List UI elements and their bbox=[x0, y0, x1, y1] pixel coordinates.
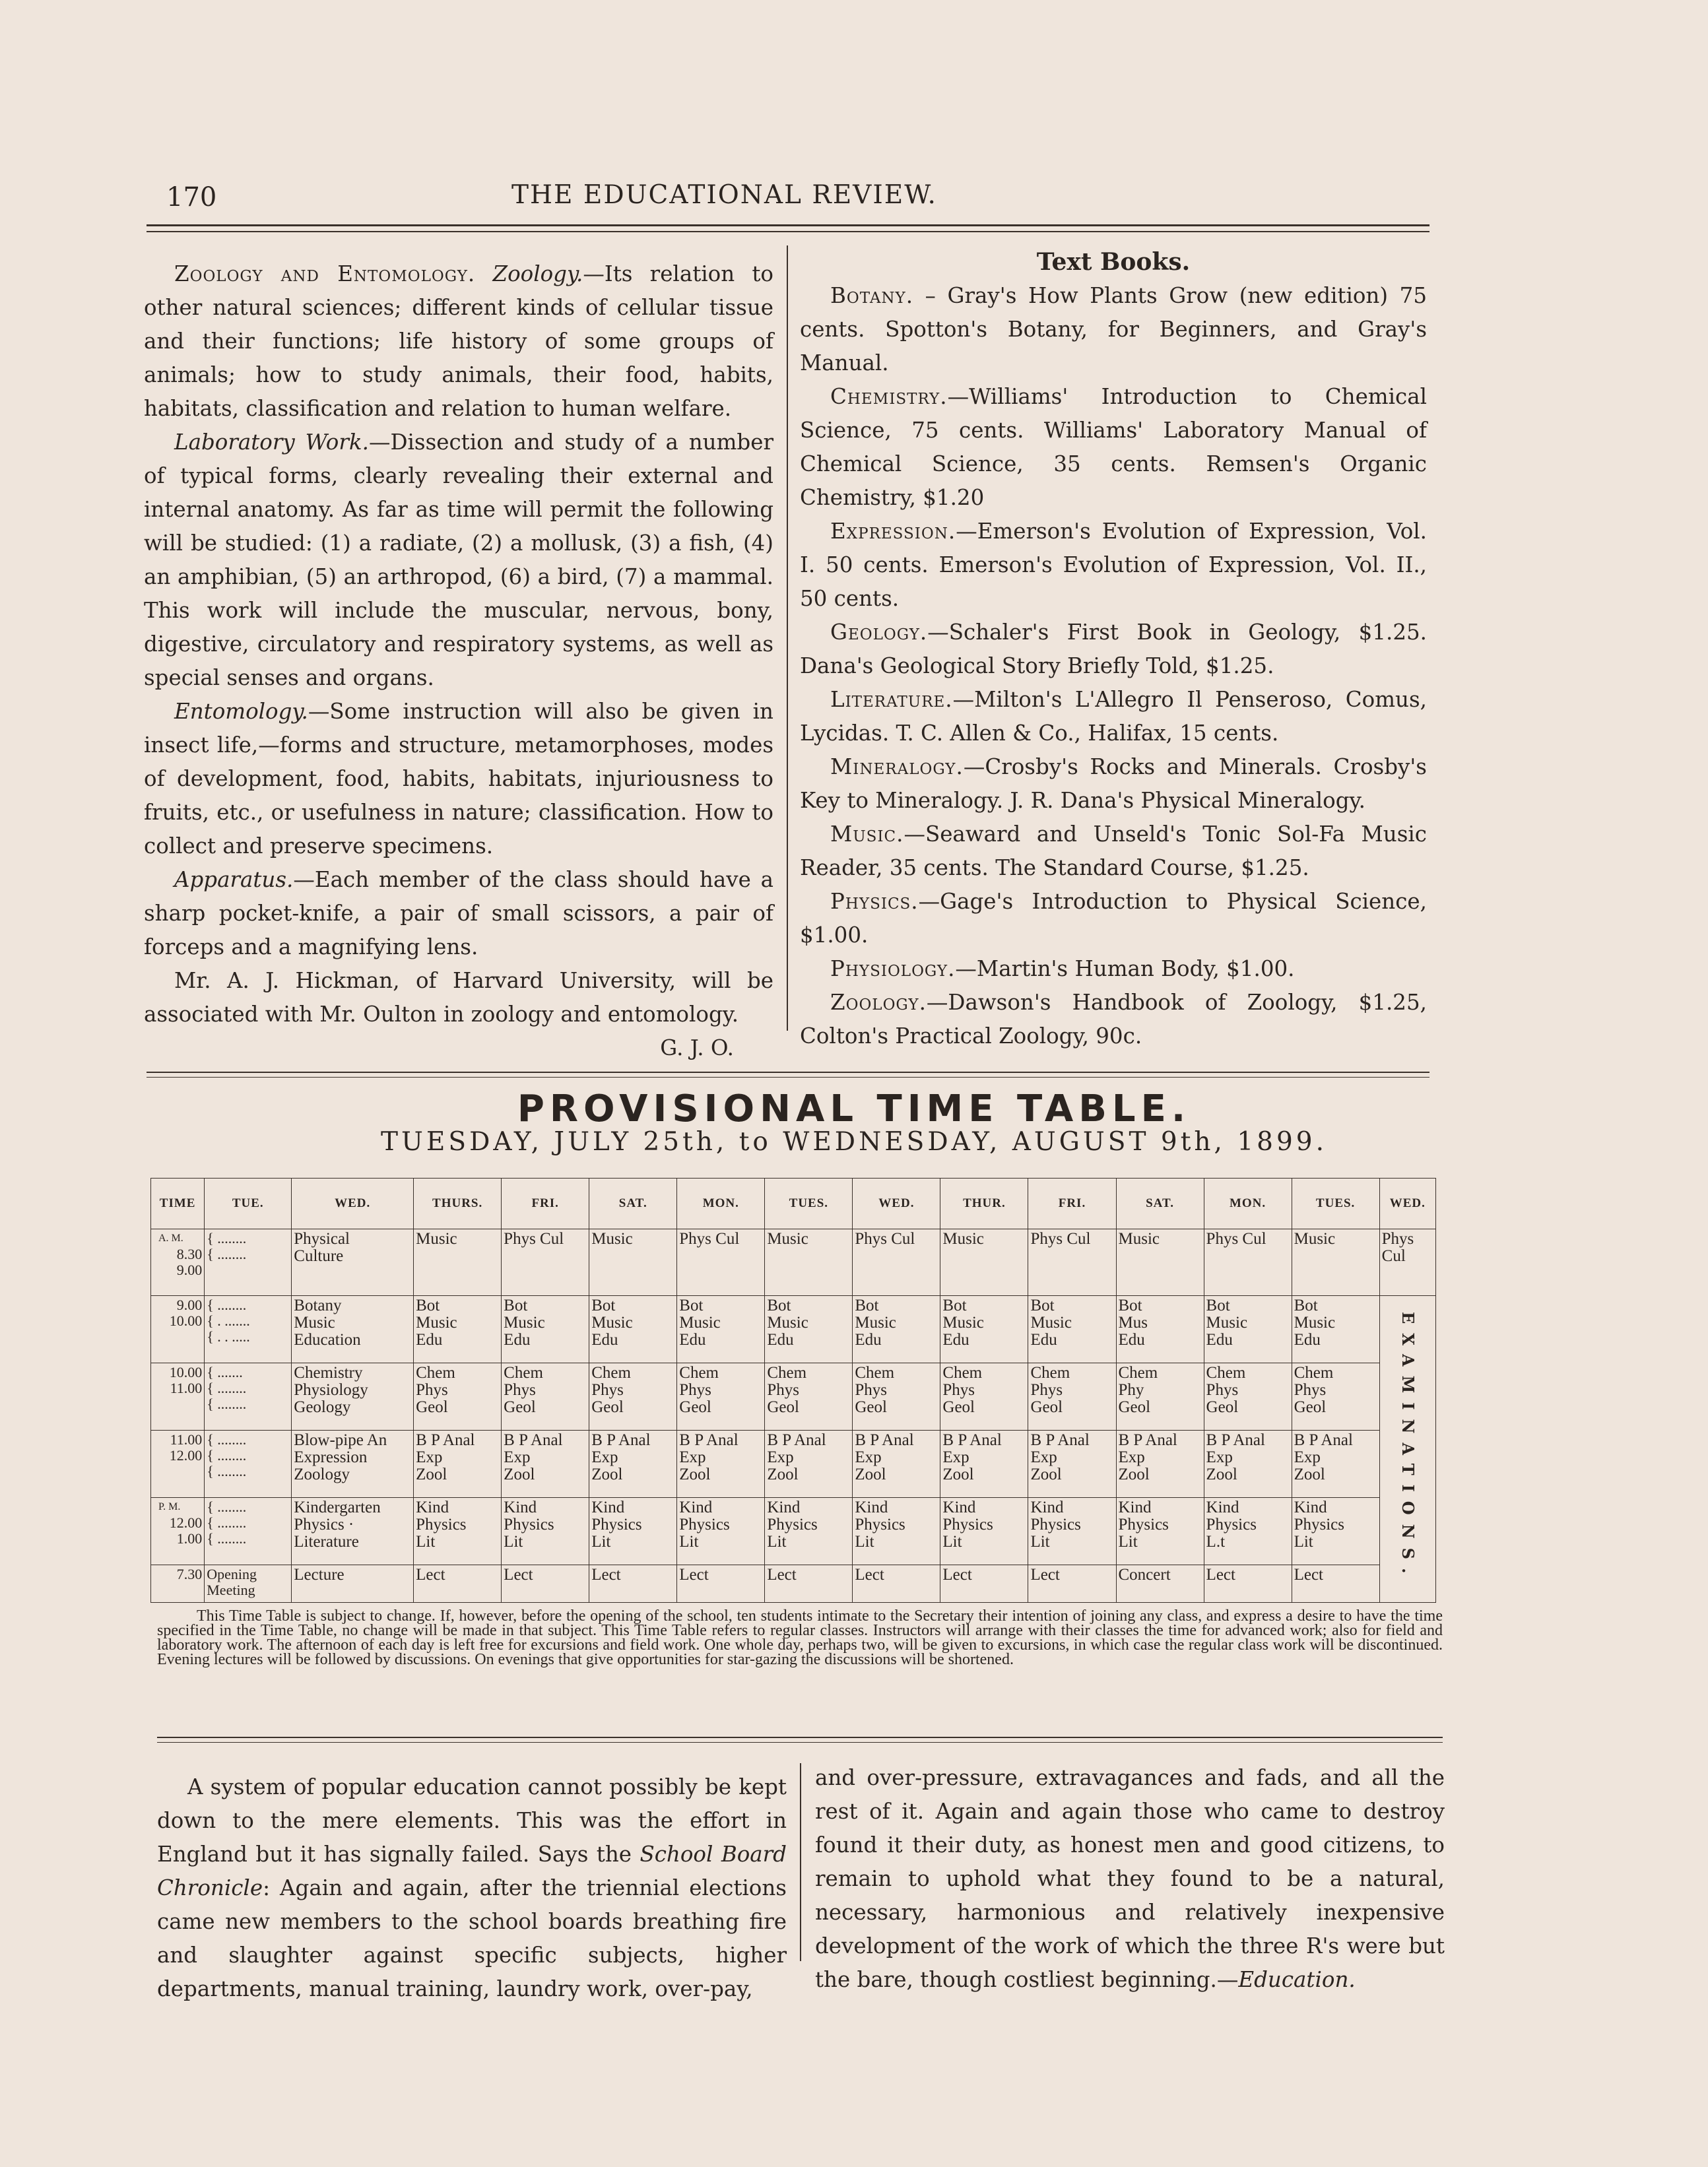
class-cell: Music bbox=[1116, 1229, 1204, 1296]
time-cell bbox=[151, 1363, 205, 1431]
timetable-row bbox=[151, 1431, 1436, 1498]
class-cell: B P Anal Exp Zool bbox=[414, 1431, 502, 1498]
timetable-body bbox=[151, 1229, 1436, 1603]
time-label: 11.00 12.00 bbox=[169, 1431, 203, 1464]
class-cell: Kind Physics L.t bbox=[1204, 1498, 1292, 1565]
textbook-text: —Martin's Human Body, $1.00. bbox=[955, 956, 1295, 981]
header-cell: FRI. bbox=[502, 1179, 589, 1229]
column-divider bbox=[787, 245, 788, 1031]
time-label: 12.00 1.00 bbox=[169, 1514, 203, 1547]
header-rule-thin bbox=[147, 231, 1429, 232]
timetable-row bbox=[151, 1363, 1436, 1431]
class-cell: B P Anal Exp Zool bbox=[589, 1431, 677, 1498]
entomology-text: —Some instruction will also be given in insect life,—forms and structure, metamorphoses, modes of development, food, habits, habitats, injuriousness to fruits, etc., or usefulness in nature; classification. How to collect and preserve specimens. bbox=[144, 699, 773, 858]
textbook-entry bbox=[800, 986, 1427, 1053]
class-cell: Music bbox=[940, 1229, 1028, 1296]
time-label: 10.00 11.00 bbox=[169, 1364, 203, 1396]
class-cell: Chem Phy Geol bbox=[1116, 1363, 1204, 1431]
textbook-entry bbox=[800, 683, 1427, 750]
class-cell: Lect bbox=[589, 1565, 677, 1603]
class-cell: B P Anal Exp Zool bbox=[853, 1431, 940, 1498]
timetable-row bbox=[151, 1565, 1436, 1603]
continued-text: and over-pressure, extravagances and fads, and all the rest of it. Again and again those who came to destroy found it their duty, as honest men and good citizens, to remain to uphold what they found to be a natural, necessary, harmonious and relatively inexpensive development of the work of which the three R's were but the bare, though costliest beginning.— bbox=[815, 1765, 1445, 1992]
zoology-subhead: Zoology. bbox=[492, 261, 583, 286]
class-cell: Chem Phys Geol bbox=[677, 1363, 765, 1431]
class-cell: Kind Physics Lit bbox=[765, 1498, 853, 1565]
textbook-subject: Expression. bbox=[830, 519, 956, 544]
class-cell: Kind Physics Lit bbox=[589, 1498, 677, 1565]
header-cell: SAT. bbox=[1116, 1179, 1204, 1229]
time-cell bbox=[151, 1498, 205, 1565]
time-label: 8.30 9.00 bbox=[176, 1246, 203, 1278]
class-cell: Phys Cul bbox=[1028, 1229, 1116, 1296]
timetable-title: PROVISIONAL TIME TABLE. bbox=[517, 1087, 1191, 1130]
entomology-subhead: Entomology. bbox=[174, 699, 308, 724]
class-cell: Chem Phys Geol bbox=[765, 1363, 853, 1431]
time-cell bbox=[151, 1565, 205, 1603]
textbook-subject: Music. bbox=[830, 822, 904, 847]
time-cell bbox=[151, 1431, 205, 1498]
class-cell: B P Anal Exp Zool bbox=[940, 1431, 1028, 1498]
timetable-subtitle: TUESDAY, JULY 25th, to WEDNESDAY, AUGUST 9th, 1899. bbox=[381, 1127, 1327, 1157]
examinations-cell bbox=[1379, 1296, 1435, 1603]
subject-cell: Blow-pipe An Expression Zoology bbox=[292, 1431, 414, 1498]
class-cell: Phys Cul bbox=[677, 1229, 765, 1296]
class-cell: Lect bbox=[853, 1565, 940, 1603]
class-cell: Bot Music Edu bbox=[589, 1296, 677, 1363]
header-cell: WED. bbox=[1379, 1179, 1435, 1229]
class-cell: Phys Cul bbox=[1204, 1229, 1292, 1296]
class-cell: Phys Cul bbox=[853, 1229, 940, 1296]
class-cell: Bot Mus Edu bbox=[1116, 1296, 1204, 1363]
class-cell: Bot Music Edu bbox=[765, 1296, 853, 1363]
class-cell: Chem Phys Geol bbox=[1292, 1363, 1379, 1431]
class-cell: Music bbox=[589, 1229, 677, 1296]
source-name: Education. bbox=[1238, 1967, 1356, 1992]
subject-cell: Botany Music Education bbox=[292, 1296, 414, 1363]
textbook-subject: Physiology. bbox=[830, 956, 956, 981]
header-cell: WED. bbox=[853, 1179, 940, 1229]
class-cell: Chem Phys Geol bbox=[853, 1363, 940, 1431]
class-cell: Kind Physics Lit bbox=[502, 1498, 589, 1565]
page-number: 170 bbox=[166, 182, 217, 212]
textbook-text: —Seaward and Unseld's Tonic Sol-Fa Music Reader, 35 cents. The Standard Course, $1.25. bbox=[800, 822, 1427, 880]
class-cell: Lect bbox=[1028, 1565, 1116, 1603]
class-cell: Lect bbox=[414, 1565, 502, 1603]
signature: G. J. O. bbox=[660, 1035, 734, 1060]
subject-cell: Lecture bbox=[292, 1565, 414, 1603]
header-cell: TUES. bbox=[765, 1179, 853, 1229]
tue-cell: { ........ { ........ bbox=[205, 1229, 292, 1296]
class-cell: Bot Music Edu bbox=[1292, 1296, 1379, 1363]
bottom-rule bbox=[157, 1737, 1443, 1738]
textbook-entry bbox=[800, 515, 1427, 616]
class-cell: B P Anal Exp Zool bbox=[1292, 1431, 1379, 1498]
class-cell: Phys Cul bbox=[502, 1229, 589, 1296]
apparatus-text: —Each member of the class should have a sharp pocket-knife, a pair of small scissors, a pair of forceps and a magnifying lens. bbox=[144, 867, 773, 959]
timetable-row bbox=[151, 1229, 1436, 1296]
class-cell: Bot Music Edu bbox=[502, 1296, 589, 1363]
zoology-section-head: Zoology and Entomology. bbox=[174, 261, 476, 286]
class-cell: B P Anal Exp Zool bbox=[502, 1431, 589, 1498]
textbook-text: —Gage's Introduction to Physical Science, $1.00. bbox=[800, 889, 1427, 948]
textbook-subject: Botany. bbox=[830, 283, 914, 308]
textbook-entry bbox=[800, 885, 1427, 952]
header-cell: THURS. bbox=[414, 1179, 502, 1229]
class-cell: Lect bbox=[677, 1565, 765, 1603]
class-cell: Bot Music Edu bbox=[677, 1296, 765, 1363]
class-cell: B P Anal Exp Zool bbox=[1028, 1431, 1116, 1498]
section-rule bbox=[147, 1072, 1429, 1073]
class-cell: Music bbox=[765, 1229, 853, 1296]
education-paragraph-continued bbox=[815, 1761, 1445, 1997]
zoology-paragraph bbox=[144, 257, 773, 426]
class-cell: Lect bbox=[1204, 1565, 1292, 1603]
education-text-continued: : Again and again, after the triennial elections came new members to the school boards breathing fire and slaughter against specific subjects, higher departments, manual training, laundry work, over-pay, bbox=[157, 1875, 787, 2001]
subject-cell: Kindergarten Physics · Literature bbox=[292, 1498, 414, 1565]
bottom-rule-thin bbox=[157, 1742, 1443, 1743]
subject-cell: Chemistry Physiology Geology bbox=[292, 1363, 414, 1431]
class-cell: Music bbox=[414, 1229, 502, 1296]
class-cell: Bot Music Edu bbox=[414, 1296, 502, 1363]
zoology-text: —Its relation to other natural sciences; different kinds of cellular tissue and their functions; life history of some groups of animals; how to study animals, their food, habits, habitats, classification and relation to human welfare. bbox=[144, 261, 773, 421]
class-cell: Kind Physics Lit bbox=[853, 1498, 940, 1565]
class-cell: Phys Cul bbox=[1379, 1229, 1435, 1296]
timetable-row bbox=[151, 1498, 1436, 1565]
textbook-subject: Literature. bbox=[830, 687, 953, 712]
laboratory-text: —Dissection and study of a number of typical forms, clearly revealing their external and internal anatomy. As far as time will permit the following will be studied: (1) a radiate, (2) a mollusk, (3) a fish, (4) an amphibian, (5) an arthropod, (6) a bird, (7) a mammal. This work will include the muscular, nervous, bony, digestive, circulatory and respiratory systems, as well as special senses and organs. bbox=[144, 430, 774, 690]
apparatus-subhead: Apparatus. bbox=[174, 867, 294, 892]
class-cell: Bot Music Edu bbox=[853, 1296, 940, 1363]
section-rule-thin bbox=[147, 1077, 1429, 1078]
examinations-label: EXAMINATIONS. bbox=[1398, 1311, 1418, 1583]
class-cell: Kind Physics Lit bbox=[1116, 1498, 1204, 1565]
textbook-subject: Mineralogy. bbox=[830, 754, 964, 779]
class-cell: Chem Phys Geol bbox=[589, 1363, 677, 1431]
running-head bbox=[145, 177, 1465, 223]
education-text: A system of popular education cannot possibly be kept down to the mere elements. This was the effort in England but it has signally failed. Says the bbox=[157, 1774, 787, 1867]
class-cell: Chem Phys Geol bbox=[414, 1363, 502, 1431]
laboratory-paragraph bbox=[144, 426, 773, 695]
header-cell: TIME bbox=[151, 1179, 205, 1229]
textbook-subject: Chemistry. bbox=[830, 384, 948, 409]
textbook-entry bbox=[800, 750, 1427, 818]
textbook-subject: Geology. bbox=[830, 620, 928, 645]
header-cell: FRI. bbox=[1028, 1179, 1116, 1229]
textbook-entry bbox=[800, 380, 1427, 515]
hickman-paragraph: Mr. A. J. Hickman, of Harvard University, will be associated with Mr. Oulton in zoology and entomology. bbox=[144, 968, 773, 1027]
class-cell: Chem Phys Geol bbox=[1028, 1363, 1116, 1431]
textbook-text: – Gray's How Plants Grow (new edition) 75 cents. Spotton's Botany, for Beginners, and Gray's Manual. bbox=[800, 283, 1427, 375]
time-label: 9.00 10.00 bbox=[169, 1297, 203, 1329]
class-cell: Bot Music Edu bbox=[1028, 1296, 1116, 1363]
header-cell: SAT. bbox=[589, 1179, 677, 1229]
textbook-text: —Crosby's Rocks and Minerals. Crosby's Key to Mineralogy. J. R. Dana's Physical Mineralogy. bbox=[800, 754, 1427, 813]
bottom-left-column bbox=[157, 1770, 787, 2006]
class-cell: Chem Phys Geol bbox=[502, 1363, 589, 1431]
right-column bbox=[800, 245, 1427, 1053]
header-rule bbox=[147, 224, 1429, 226]
textbook-text: —Williams' Introduction to Chemical Science, 75 cents. Williams' Laboratory Manual of Chemical Science, 35 cents. Remsen's Organic Chemistry, $1.20 bbox=[800, 384, 1427, 510]
class-cell: Bot Music Edu bbox=[940, 1296, 1028, 1363]
class-cell: B P Anal Exp Zool bbox=[765, 1431, 853, 1498]
bottom-right-column bbox=[815, 1761, 1445, 1997]
textbook-entry bbox=[800, 952, 1427, 986]
class-cell: Kind Physics Lit bbox=[677, 1498, 765, 1565]
tue-cell: { ........ { ........ { ........ bbox=[205, 1498, 292, 1565]
journal-name: School Board Chronicle bbox=[157, 1842, 787, 1900]
class-cell: Lect bbox=[765, 1565, 853, 1603]
journal-title: THE EDUCATIONAL REVIEW. bbox=[511, 180, 937, 210]
tue-cell: { ........ { . ....... { . . ..... bbox=[205, 1296, 292, 1363]
timetable-header-row bbox=[151, 1179, 1436, 1229]
class-cell: Bot Music Edu bbox=[1204, 1296, 1292, 1363]
class-cell: Lect bbox=[940, 1565, 1028, 1603]
text-books-heading: Text Books. bbox=[1036, 248, 1191, 276]
textbook-subject: Zoology. bbox=[830, 990, 927, 1015]
textbook-entry bbox=[800, 279, 1427, 380]
laboratory-subhead: Laboratory Work. bbox=[174, 430, 369, 455]
class-cell: Lect bbox=[502, 1565, 589, 1603]
class-cell: Concert bbox=[1116, 1565, 1204, 1603]
subject-cell: Physical Culture bbox=[292, 1229, 414, 1296]
time-label: 7.30 bbox=[176, 1566, 203, 1582]
period-label: A. M. bbox=[158, 1233, 183, 1244]
class-cell: Kind Physics Lit bbox=[1292, 1498, 1379, 1565]
class-cell: Chem Phys Geol bbox=[1204, 1363, 1292, 1431]
timetable-note bbox=[157, 1609, 1443, 1667]
education-paragraph bbox=[157, 1770, 787, 2006]
textbook-subject: Physics. bbox=[830, 889, 919, 914]
time-cell bbox=[151, 1229, 205, 1296]
class-cell: Chem Phys Geol bbox=[940, 1363, 1028, 1431]
left-column bbox=[144, 257, 773, 1065]
header-cell: MON. bbox=[1204, 1179, 1292, 1229]
header-cell: TUES. bbox=[1292, 1179, 1379, 1229]
entomology-paragraph bbox=[144, 695, 773, 863]
timetable-note-text: This Time Table is subject to change. If, however, before the opening of the school, ten students intimate to the Secretary their intention of joining any class, and express a desire to have the time specified in the Time Table, no change will be made in that subject. This Time Table refers to regular classes. Instructors will arrange with their classes the time for advanced work; also for field and laboratory work. The afternoon of each day is left free for excursions and field work. One whole day, perhaps two, will be given to excursions, in which case the regular class work will be discontinued. Evening lectures will be followed by discussions. On evenings that give opportunities for star-gazing the discussions will be shortened. bbox=[157, 1607, 1443, 1668]
textbook-text: —Schaler's First Book in Geology, $1.25. Dana's Geological Story Briefly Told, $1.25. bbox=[800, 620, 1427, 678]
tue-cell: { ....... { ........ { ........ bbox=[205, 1363, 292, 1431]
header-cell: MON. bbox=[677, 1179, 765, 1229]
time-cell bbox=[151, 1296, 205, 1363]
textbook-text: —Milton's L'Allegro Il Penseroso, Comus, Lycidas. T. C. Allen & Co., Halifax, 15 cents. bbox=[800, 687, 1427, 746]
textbook-text: —Emerson's Evolution of Expression, Vol. I. 50 cents. Emerson's Evolution of Expression, Vol. II., 50 cents. bbox=[800, 519, 1427, 611]
header-cell: WED. bbox=[292, 1179, 414, 1229]
textbook-entry bbox=[800, 818, 1427, 885]
header-cell: THUR. bbox=[940, 1179, 1028, 1229]
bottom-column-divider bbox=[800, 1763, 801, 1961]
class-cell: Kind Physics Lit bbox=[414, 1498, 502, 1565]
class-cell: Kind Physics Lit bbox=[940, 1498, 1028, 1565]
class-cell: B P Anal Exp Zool bbox=[1116, 1431, 1204, 1498]
timetable-row bbox=[151, 1296, 1436, 1363]
period-label: P. M. bbox=[158, 1501, 181, 1512]
apparatus-paragraph bbox=[144, 863, 773, 964]
textbook-entry bbox=[800, 616, 1427, 683]
class-cell: B P Anal Exp Zool bbox=[1204, 1431, 1292, 1498]
class-cell: B P Anal Exp Zool bbox=[677, 1431, 765, 1498]
timetable bbox=[150, 1178, 1436, 1603]
tue-cell: { ........ { ........ { ........ bbox=[205, 1431, 292, 1498]
class-cell: Kind Physics Lit bbox=[1028, 1498, 1116, 1565]
class-cell: Music bbox=[1292, 1229, 1379, 1296]
class-cell: Lect bbox=[1292, 1565, 1379, 1603]
textbook-text: —Dawson's Handbook of Zoology, $1.25, Colton's Practical Zoology, 90c. bbox=[800, 990, 1427, 1049]
header-cell: TUE. bbox=[205, 1179, 292, 1229]
tue-cell: Opening Meeting bbox=[205, 1565, 292, 1603]
